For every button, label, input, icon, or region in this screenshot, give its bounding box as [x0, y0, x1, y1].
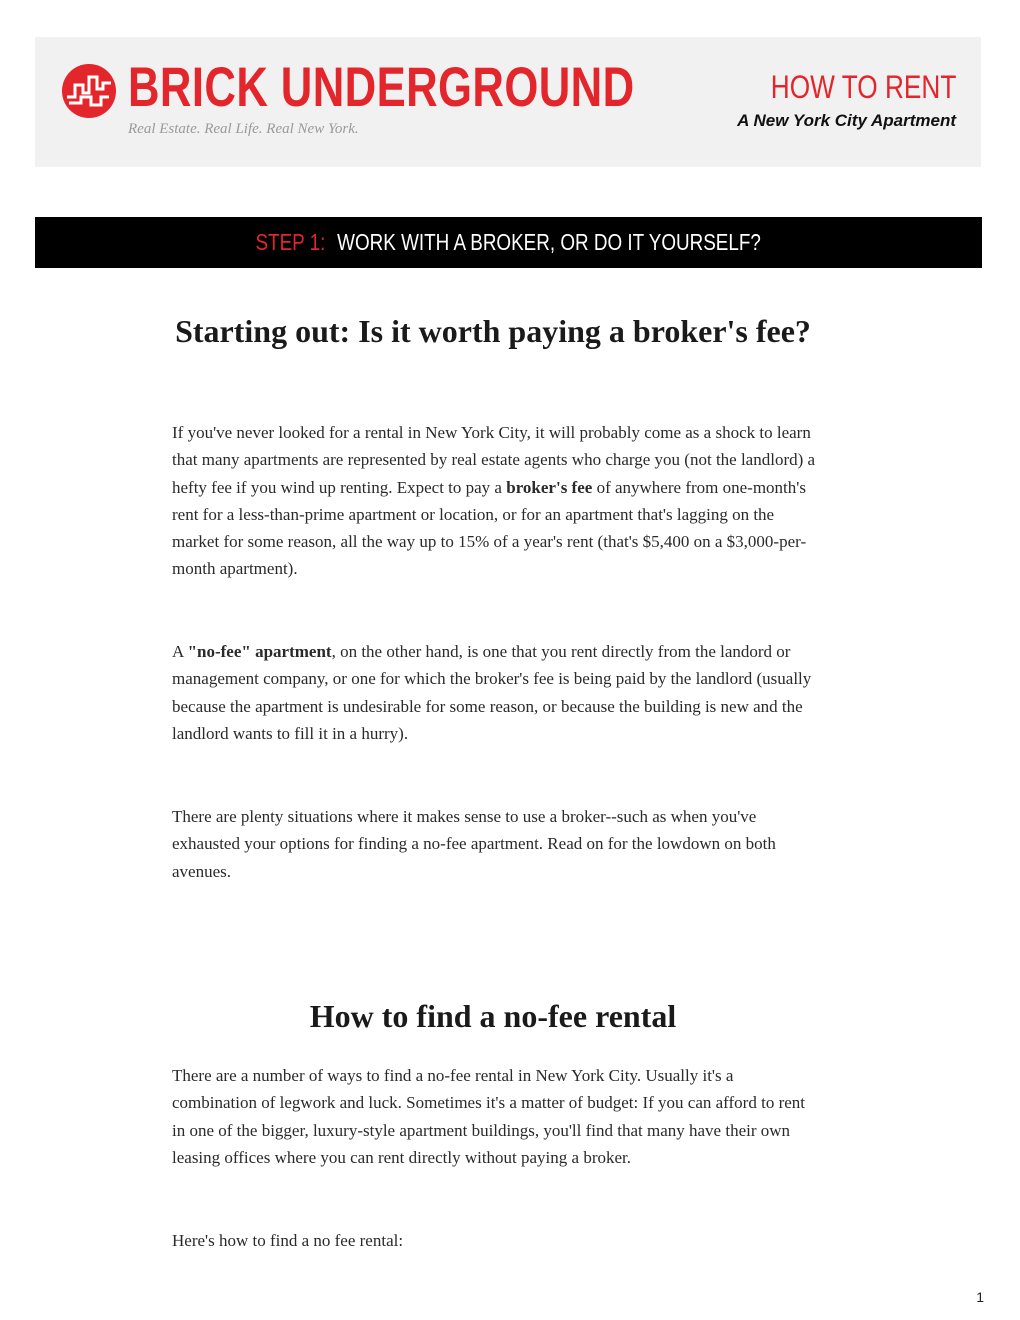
page-number: 1 [976, 1289, 984, 1305]
section-heading-broker-fee: Starting out: Is it worth paying a broker's fee? [175, 313, 811, 349]
bold-term-no-fee-apartment: "no-fee" apartment [187, 642, 332, 661]
logo-title: BRICK UNDERGROUND [128, 55, 635, 118]
bold-term-brokers-fee: broker's fee [506, 477, 593, 497]
page-header [35, 37, 981, 167]
step-label: STEP 1: [255, 229, 326, 255]
step-banner [35, 217, 982, 268]
section-heading-no-fee-rental: How to find a no-fee rental [309, 998, 677, 1034]
brick-underground-logo-icon [61, 63, 117, 119]
guide-subtitle: A New York City Apartment [737, 111, 956, 130]
paragraph-text: A [172, 642, 188, 661]
paragraph-text: , on the other hand, is one that you rent directly from the landord or management company, or one for which the broker's fee is being paid by the landlord (usually because the apartment is undesirable for some reason, or because the building is new and the landlord wants to fill it in a hurry). [172, 642, 812, 743]
paragraph-how-to-find: Here's how to find a no fee rental: [172, 1231, 404, 1250]
paragraph-text: If you've never looked for a rental in New York City, it will probably come as a shock to learn that many apartments are represented by real estate agents who charge you (not the landlord) a hefty fee if you wind up renting. Expect to pay a [172, 423, 816, 497]
paragraph-use-broker: There are plenty situations where it makes sense to use a broker--such as when you've exhausted your options for finding a no-fee apartment. Read on for the lowdown on both avenues. [172, 807, 776, 881]
step-title: WORK WITH A BROKER, OR DO IT YOURSELF? [337, 229, 762, 255]
guide-title: HOW TO RENT [770, 69, 956, 105]
paragraph-broker-fee [172, 419, 822, 583]
paragraph-find-no-fee: There are a number of ways to find a no-fee rental in New York City. Usually it's a combination of legwork and luck. Sometimes it's a matter of budget: If you can afford to rent in one of the bigger, luxury-style apartment buildings, you'll find that many have their own leasing offices where you can rent directly without paying a broker. [172, 1066, 806, 1167]
paragraph-no-fee [172, 638, 822, 747]
paragraph-text: of anywhere from one-month's rent for a less-than-prime apartment or location, or for an apartment that's lagging on the market for some reason, all the way up to 15% of a year's rent (that's $5,400 on a $3,000-per-month apartment). [172, 477, 807, 579]
logo-tagline: Real Estate. Real Life. Real New York. [128, 121, 359, 137]
